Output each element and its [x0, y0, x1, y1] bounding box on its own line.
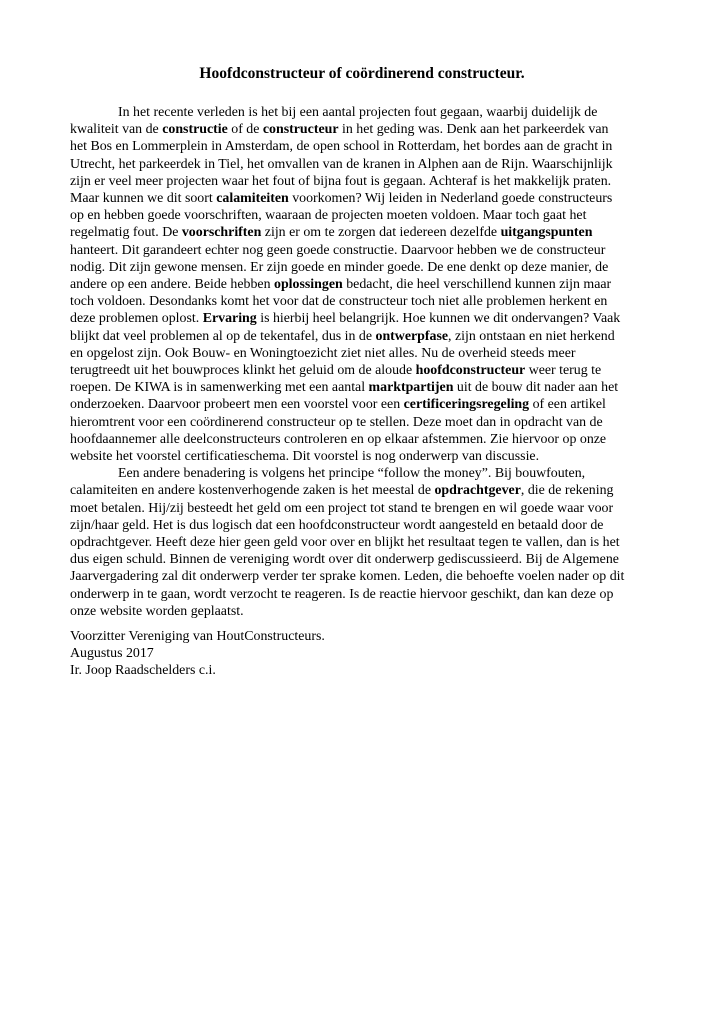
text-run: en opgelost zijn. Ook Bouw- en Woningtoezicht ziet niet alles. Nu de overheid steeds meer — [70, 345, 576, 361]
text-line — [70, 500, 654, 517]
text-run: regelmatig fout. De — [70, 225, 182, 241]
text-run: , die de rekening — [520, 483, 614, 499]
text-run: onderwerp in te gaan, wordt verzocht te reageren. Is de reactie hiervoor geschikt, dan kan deze op — [70, 586, 614, 602]
text-run: zijn er om te zorgen dat iedereen dezelfde — [261, 225, 501, 241]
text-line — [70, 310, 654, 327]
text-run: hoofdaannemer alle deelconstructeurs controleren en op elkaar afstemmen. Zie hiervoor op onze — [70, 431, 607, 447]
text-run: dus eigen schuld. Binnen de vereniging wordt over dit onderwerp gediscussieerd. Bij de Algemene — [70, 552, 619, 568]
paragraph — [70, 104, 654, 465]
text-run: Een andere benadering is volgens het principe “follow the money”. Bij bouwfouten, — [118, 466, 586, 482]
bold-term: ontwerpfase — [375, 328, 449, 344]
bold-term: certificeringsregeling — [403, 397, 530, 413]
text-line — [70, 104, 654, 121]
bold-term: opdrachtgever — [434, 483, 521, 499]
signature-block — [70, 628, 654, 680]
text-run: , zijn ontstaan en niet herkend — [448, 328, 615, 344]
text-run: of een artikel — [529, 397, 606, 413]
text-run: opdrachtgever. Heeft deze hier geen geld voor over en blijkt het resultaat tegen te vallen, dan is het — [70, 535, 620, 551]
signature-name: Ir. Joop Raadschelders c.i. — [70, 663, 216, 679]
text-run: website het voorstel certificatieschema. Dit voorstel is nog onderwerp van discussie. — [70, 449, 540, 465]
text-line — [70, 190, 654, 207]
text-run: blijkt dat veel problemen al op de tekentafel, dus in de — [70, 328, 376, 344]
text-run: andere op een andere. Beide hebben — [70, 277, 275, 293]
bold-term: voorschriften — [181, 225, 262, 241]
text-run: of de — [227, 122, 263, 138]
text-run: roepen. De KIWA is in samenwerking met een aantal — [70, 380, 369, 396]
text-line — [70, 276, 654, 293]
text-run: deze problemen oplost. — [70, 311, 203, 327]
text-run: onze website worden geplaatst. — [70, 603, 244, 619]
text-line — [70, 448, 654, 465]
bold-term: hoofdconstructeur — [415, 363, 526, 379]
text-run: het Bos en Lommerplein in Amsterdam, de open school in Rotterdam, het bordes aan de gracht in — [70, 139, 613, 155]
article-body — [70, 104, 654, 620]
text-line — [70, 173, 654, 190]
text-run: terugtreedt uit het bouwproces klinkt het geluid om de aloude — [70, 363, 416, 379]
text-run: hanteert. Dit garandeert echter nog geen goede constructie. Daarvoor hebben we de constructeur — [70, 242, 606, 258]
text-line — [70, 138, 654, 155]
text-run: nodig. Dit zijn gewone mensen. Er zijn goede en minder goede. De ene denkt op deze manier, de — [70, 259, 609, 275]
text-line — [70, 362, 654, 379]
text-line — [70, 414, 654, 431]
text-run: hieromtrent voor een coördinerend constructeur op te stellen. Deze moet dan in opdracht van de — [70, 414, 603, 430]
text-line — [70, 568, 654, 585]
text-run: Maar kunnen we dit soort — [70, 191, 217, 207]
text-line — [70, 396, 654, 413]
text-run: moet betalen. Hij/zij besteedt het geld om een project tot stand te brengen en wil goede waar voor — [70, 500, 614, 516]
bold-term: constructeur — [262, 122, 339, 138]
bold-term: calamiteiten — [216, 191, 289, 207]
text-run: voorkomen? Wij leiden in Nederland goede constructeurs — [288, 191, 613, 207]
text-run: In het recente verleden is het bij een aantal projecten fout gegaan, waarbij duidelijk de — [118, 105, 598, 120]
text-line — [70, 482, 654, 499]
text-run: Jaarvergadering zal dit onderwerp verder ter sprake komen. Leden, die behoefte voelen nader op dit — [70, 569, 625, 585]
text-line — [70, 431, 654, 448]
text-run: is hierbij heel belangrijk. Hoe kunnen we dit ondervangen? Vaak — [256, 311, 621, 327]
bold-term: uitgangspunten — [500, 225, 593, 241]
bold-term: Ervaring — [202, 311, 257, 327]
text-run: toch voldoen. Desondanks komt het voor dat de constructeur toch niet alle problemen herkent en — [70, 294, 608, 310]
paragraph — [70, 465, 654, 620]
page-title: Hoofdconstructeur of coördinerend constructeur. — [199, 65, 525, 82]
text-line — [70, 224, 654, 241]
text-run: in het geding was. Denk aan het parkeerdek van — [338, 122, 609, 138]
text-line — [70, 207, 654, 224]
text-run: uit de bouw dit nader aan het — [453, 380, 619, 396]
bold-term: oplossingen — [274, 277, 343, 293]
bold-term: constructie — [162, 122, 228, 138]
text-run: kwaliteit van de — [70, 122, 163, 138]
text-run: zijn er veel meer projecten waar het fout of bijna fout is gegaan. Achteraf is het makkelijk praten. — [70, 173, 612, 189]
text-line — [70, 465, 654, 482]
text-line — [70, 379, 654, 396]
signature-date: Augustus 2017 — [70, 646, 154, 662]
text-run: zijn/haar geld. Het is dus logisch dat een hoofdconstructeur wordt aangesteld en betaald door de — [70, 517, 604, 533]
bold-term: marktpartijen — [368, 380, 454, 396]
text-line — [70, 259, 654, 276]
text-run: op en hebben goede voorschriften, waaraan de projecten moeten voldoen. Maar toch gaat het — [70, 208, 587, 224]
text-line — [70, 586, 654, 603]
text-run: bedacht, die heel verschillend kunnen zijn maar — [342, 277, 612, 293]
text-line — [70, 121, 654, 138]
text-line — [70, 534, 654, 551]
text-line — [70, 242, 654, 259]
text-line — [70, 551, 654, 568]
text-line — [70, 345, 654, 362]
text-run: weer terug te — [525, 363, 602, 379]
signature-role: Voorzitter Vereniging van HoutConstructeurs. — [70, 629, 325, 644]
text-line — [70, 517, 654, 534]
text-line — [70, 328, 654, 345]
text-run: calamiteiten en andere kostenverhogende zaken is het meestal de — [70, 483, 435, 499]
text-run: Utrecht, het parkeerdek in Tiel, het omvallen van de kranen in Alphen aan de Rijn. Waarschijnlijk — [70, 156, 613, 172]
text-line — [70, 293, 654, 310]
text-line — [70, 603, 654, 620]
text-run: onderzoeken. Daarvoor probeert men een voorstel voor een — [70, 397, 404, 413]
text-line — [70, 156, 654, 173]
